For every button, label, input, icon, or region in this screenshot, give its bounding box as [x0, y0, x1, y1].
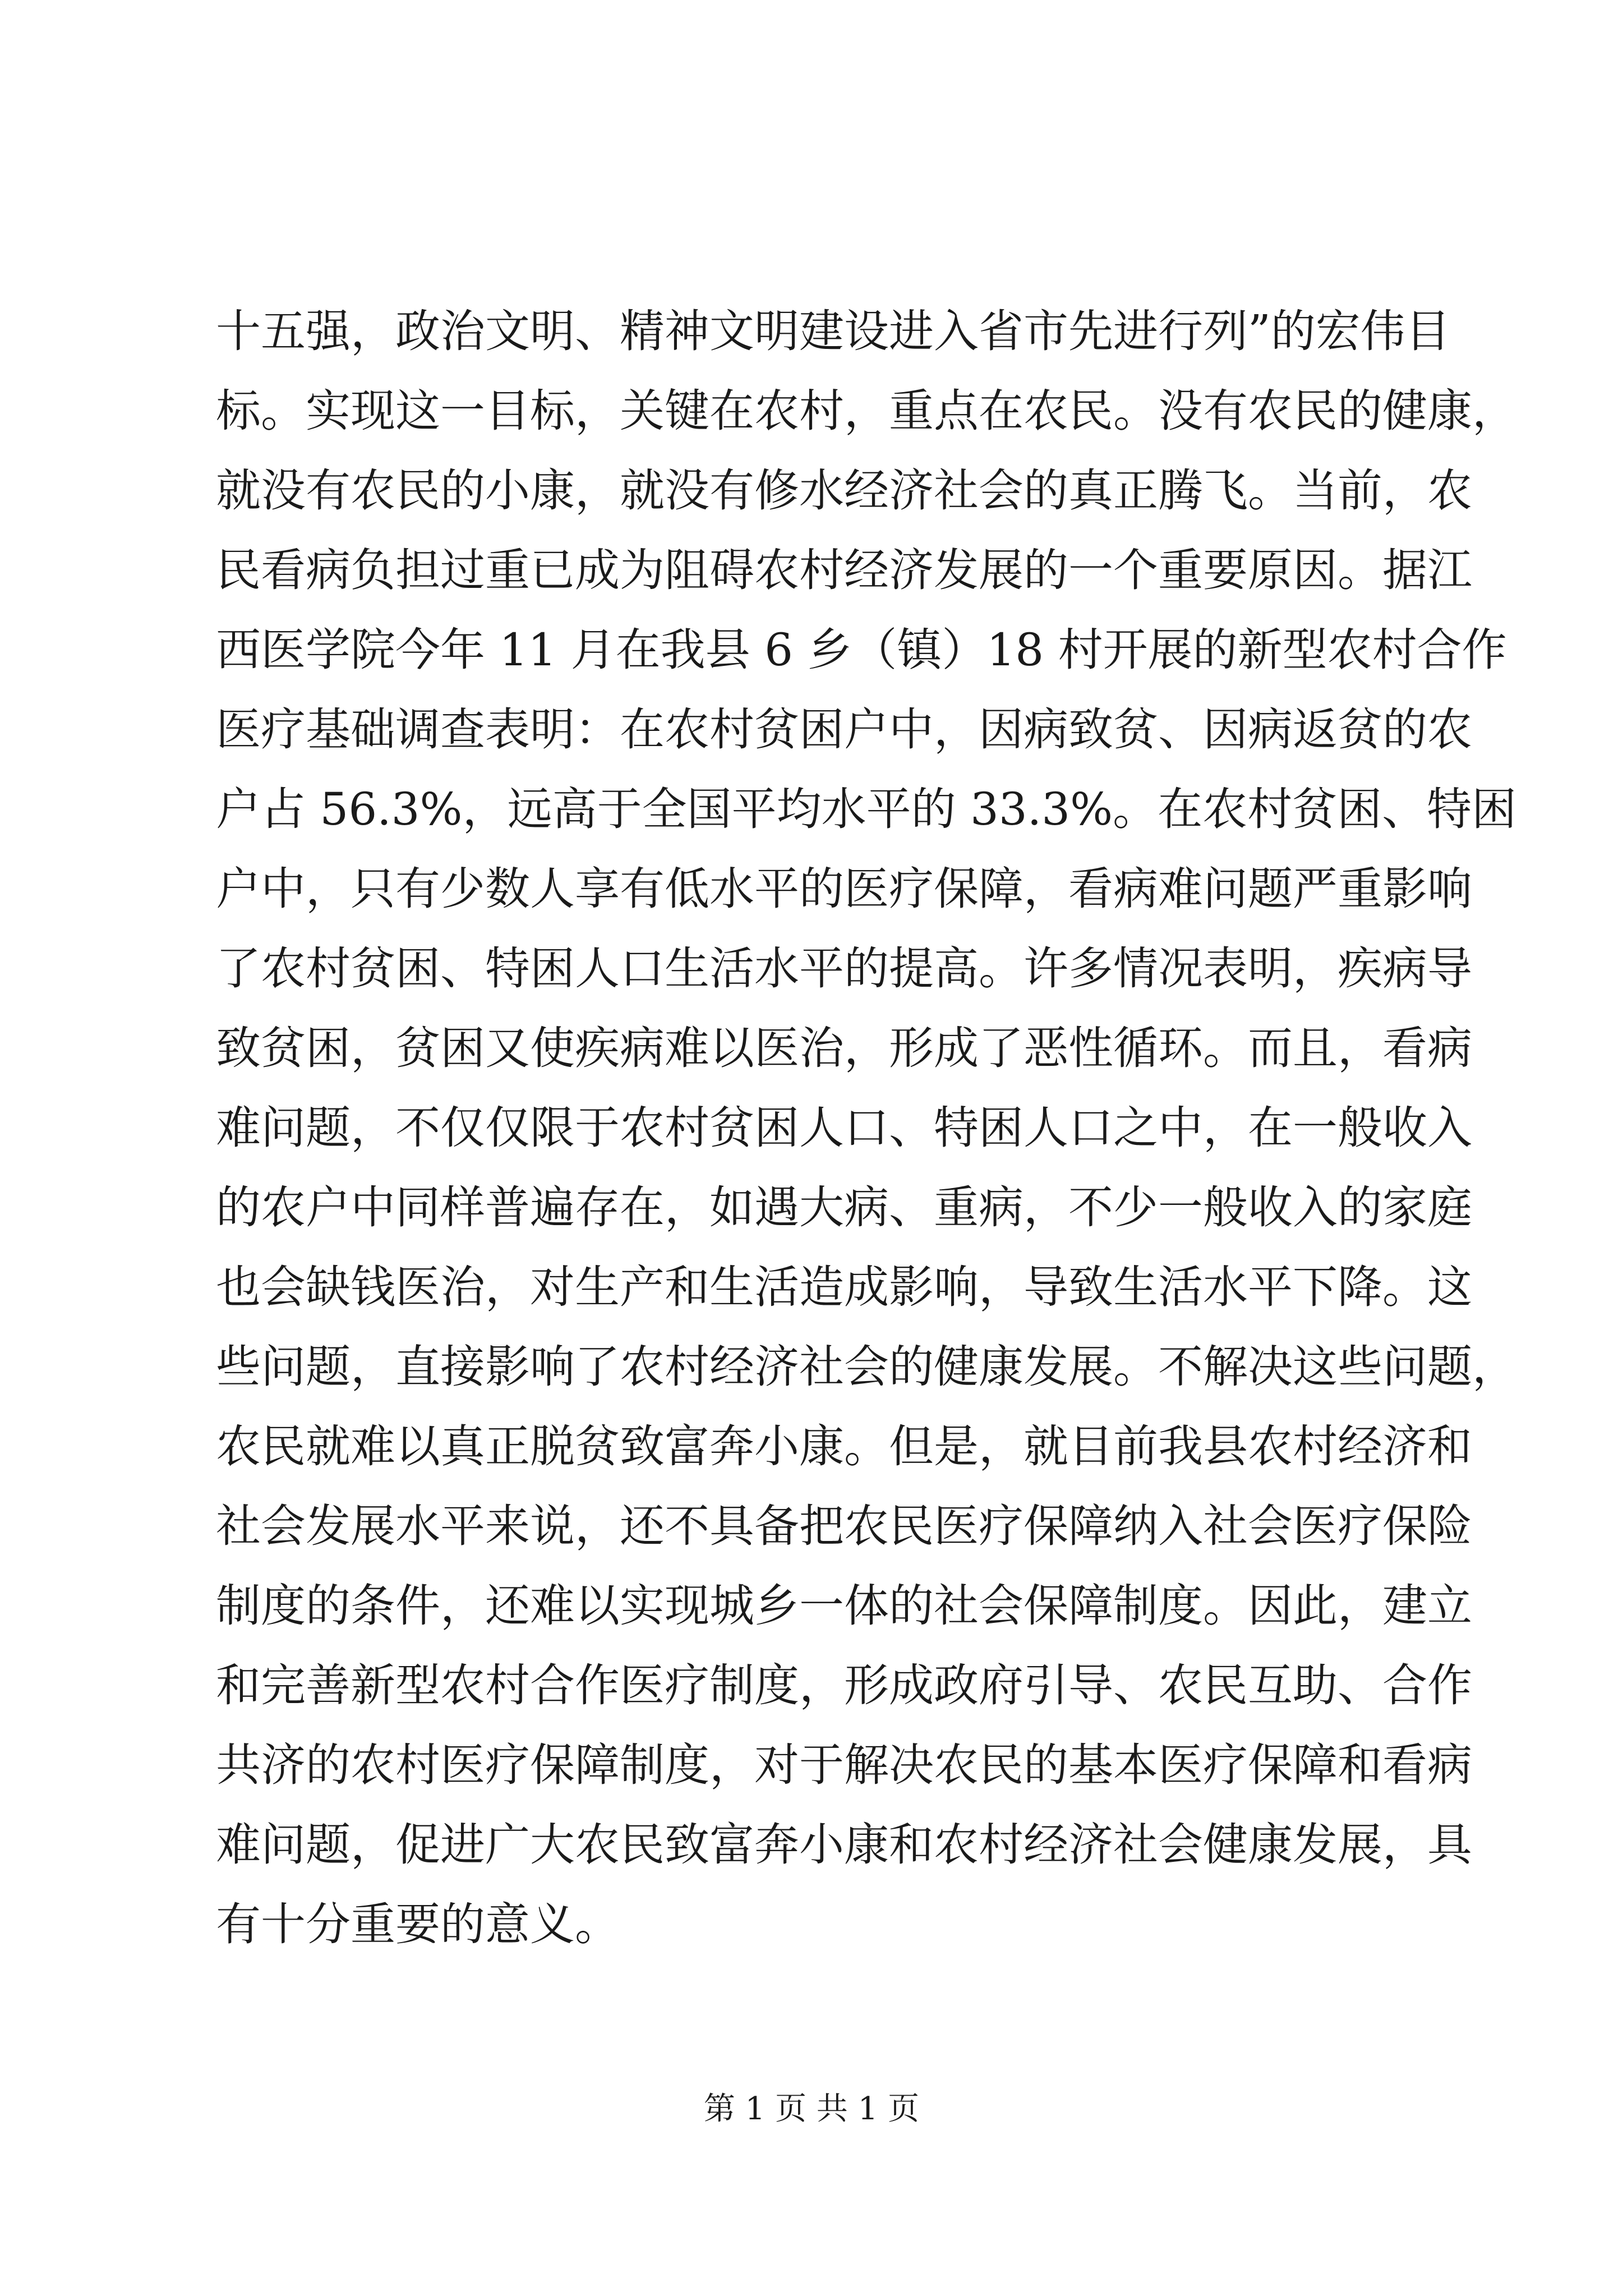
body-paragraph	[216, 292, 1517, 1964]
text-line: 也会缺钱医治，对生产和生活造成影响，导致生活水平下降。这	[216, 1261, 1472, 1313]
text-line: 西医学院今年 11 月在我县 6 乡（镇）18 村开展的新型农村合作	[216, 624, 1507, 676]
text-line: 民看病负担过重已成为阻碍农村经济发展的一个重要原因。据江	[216, 544, 1472, 596]
text-line: 户中，只有少数人享有低水平的医疗保障，看病难问题严重影响	[216, 863, 1472, 915]
text-line: 医疗基础调查表明：在农村贫困户中，因病致贫、因病返贫的农	[216, 703, 1472, 756]
text-line: 户占 56.3%，远高于全国平均水平的 33.3%。在农村贫困、特困	[216, 783, 1517, 835]
text-line: 标。实现这一目标，关键在农村，重点在农民。没有农民的健康，	[216, 385, 1517, 437]
text-line: 共济的农村医疗保障制度，对于解决农民的基本医疗保障和看病	[216, 1739, 1472, 1791]
text-line: 些问题，直接影响了农村经济社会的健康发展。不解决这些问题，	[216, 1341, 1517, 1393]
text-line: 致贫困，贫困又使疾病难以医治，形成了恶性循环。而且，看病	[216, 1022, 1472, 1074]
text-line: 制度的条件，还难以实现城乡一体的社会保障制度。因此，建立	[216, 1580, 1472, 1632]
text-line: 十五强，政治文明、精神文明建设进入省市先进行列”的宏伟目	[216, 305, 1450, 357]
text-line: 就没有农民的小康，就没有修水经济社会的真正腾飞。当前，农	[216, 464, 1472, 517]
text-line: 难问题，不仅仅限于农村贫困人口、特困人口之中，在一般收入	[216, 1102, 1472, 1154]
text-line: 社会发展水平来说，还不具备把农民医疗保障纳入社会医疗保险	[216, 1500, 1472, 1552]
text-line: 了农村贫困、特困人口生活水平的提高。许多情况表明，疾病导	[216, 942, 1472, 995]
page-number-footer: 第 1 页 共 1 页	[703, 2091, 920, 2127]
text-line: 农民就难以真正脱贫致富奔小康。但是，就目前我县农村经济和	[216, 1420, 1472, 1473]
text-line: 有十分重要的意义。	[216, 1898, 620, 1950]
text-line: 难问题，促进广大农民致富奔小康和农村经济社会健康发展，具	[216, 1819, 1472, 1871]
text-line: 的农户中同样普遍存在，如遇大病、重病，不少一般收入的家庭	[216, 1181, 1472, 1234]
text-line: 和完善新型农村合作医疗制度，形成政府引导、农民互助、合作	[216, 1659, 1472, 1711]
